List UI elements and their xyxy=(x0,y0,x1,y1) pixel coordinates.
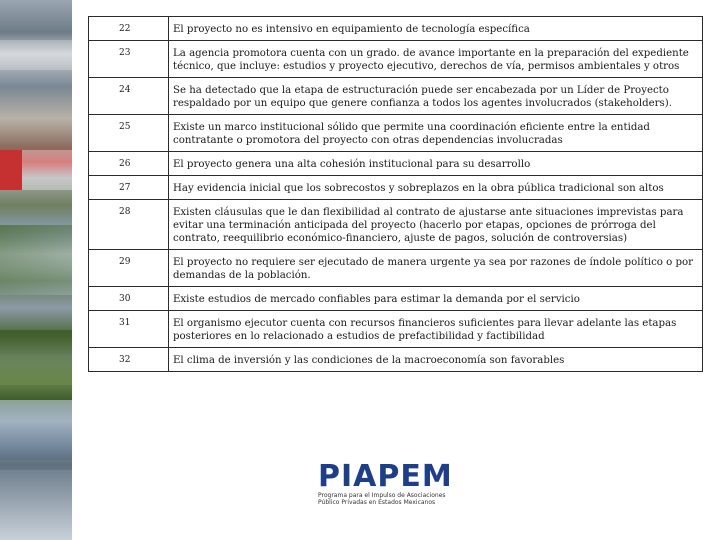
row-number: 25 xyxy=(89,115,169,152)
photo-band-bridge xyxy=(0,225,72,295)
photo-band-bus xyxy=(0,150,72,190)
logo-subtitle-line-1: Programa para el Impulso de Asociaciones xyxy=(318,492,446,499)
decorative-photo-strip xyxy=(0,0,72,540)
row-number: 22 xyxy=(89,17,169,41)
row-text: La agencia promotora cuenta con un grado. de avance importante en la preparación del expediente técnico, que incluye: estudios y proyecto ejecutivo, derechos de vía, permisos ambientales y otros xyxy=(169,41,703,78)
table-row xyxy=(89,287,703,311)
photo-band-hills xyxy=(0,330,72,385)
table-row xyxy=(89,200,703,250)
row-number: 23 xyxy=(89,41,169,78)
row-number: 29 xyxy=(89,250,169,287)
row-text: El organismo ejecutor cuenta con recursos financieros suficientes para llevar adelante las etapas posteriores en lo relacionado a estudios de prefactibilidad y factibilidad xyxy=(169,311,703,348)
photo-band-sky xyxy=(0,40,72,70)
row-text: Existe un marco institucional sólido que permite una coordinación eficiente entre la entidad contratante o promotora del proyecto con otras dependencias involucradas xyxy=(169,115,703,152)
row-number: 30 xyxy=(89,287,169,311)
row-number: 32 xyxy=(89,348,169,372)
row-text: Hay evidencia inicial que los sobrecostos y sobreplazos en la obra pública tradicional son altos xyxy=(169,176,703,200)
table-row xyxy=(89,176,703,200)
row-number: 27 xyxy=(89,176,169,200)
table-row xyxy=(89,78,703,115)
photo-band-stadium xyxy=(0,400,72,460)
table-row xyxy=(89,311,703,348)
table-row xyxy=(89,348,703,372)
row-text: Existe estudios de mercado confiables para estimar la demanda por el servicio xyxy=(169,287,703,311)
criteria-table-body xyxy=(89,17,703,372)
row-text: El proyecto genera una alta cohesión institucional para su desarrollo xyxy=(169,152,703,176)
criteria-table xyxy=(88,16,703,372)
piapem-logo xyxy=(318,459,453,508)
row-text: El proyecto no requiere ser ejecutado de manera urgente ya sea por razones de índole político o por demandas de la población. xyxy=(169,250,703,287)
row-text: Existen cláusulas que le dan flexibilidad al contrato de ajustarse ante situaciones imprevistas para evitar una terminación anticipada del proyecto (hacerlo por etapas, opciones de prórroga del contrato, reequilibrio económico-financiero, ajuste de pagos, solución de controversias) xyxy=(169,200,703,250)
row-text: Se ha detectado que la etapa de estructuración puede ser encabezada por un Líder de Proyecto respaldado por un equipo que genere confianza a todos los agentes involucrados (stakeholders). xyxy=(169,78,703,115)
table-row xyxy=(89,115,703,152)
row-text: El clima de inversión y las condiciones de la macroeconomía son favorables xyxy=(169,348,703,372)
row-number: 24 xyxy=(89,78,169,115)
row-text: El proyecto no es intensivo en equipamiento de tecnología específica xyxy=(169,17,703,41)
table-row xyxy=(89,41,703,78)
table-row xyxy=(89,250,703,287)
table-row xyxy=(89,152,703,176)
photo-band-building xyxy=(0,470,72,540)
logo-wordmark: PIAPEM xyxy=(318,459,453,494)
row-number: 26 xyxy=(89,152,169,176)
table-row xyxy=(89,17,703,41)
row-number: 31 xyxy=(89,311,169,348)
row-number: 28 xyxy=(89,200,169,250)
logo-subtitle-line-2: Público Privadas en Estados Mexicanos xyxy=(318,499,436,506)
